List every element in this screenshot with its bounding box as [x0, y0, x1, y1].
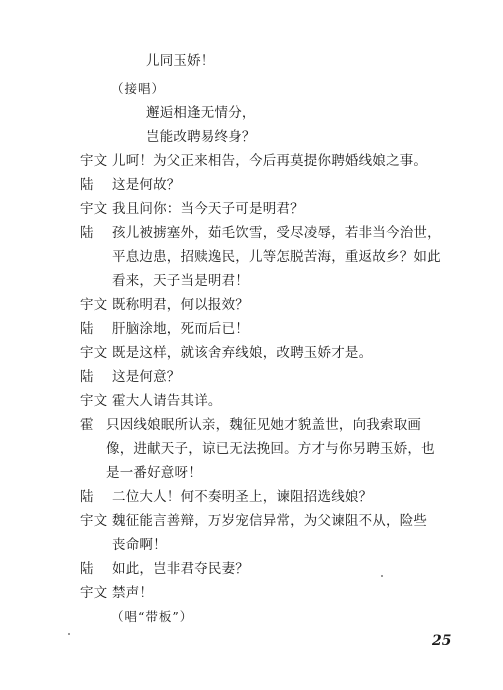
speaker-label: 宇文 — [80, 153, 108, 169]
dialogue-continuation: 看来，天子当是明君！ — [112, 273, 249, 289]
dialogue-continuation: 像，进献天子，谅已无法挽回。方才与你另聘玉娇，也 — [106, 441, 435, 457]
dialogue-line: 宇文 魏征能言善辩，万岁宠信异常，为父谏阻不从，险些 — [80, 513, 428, 529]
speaker-label: 宇文 — [80, 513, 108, 529]
page-number: 25 — [432, 633, 452, 649]
print-speck — [381, 575, 383, 577]
dialogue-continuation: 是一番好意呀！ — [106, 465, 202, 481]
stage-direction: （接唱） — [111, 81, 166, 96]
speaker-label: 陆 — [80, 369, 94, 385]
speaker-label: 陆 — [80, 225, 94, 241]
speaker-label: 陆 — [80, 321, 94, 337]
speaker-label: 宇文 — [80, 393, 108, 409]
speaker-label: 宇文 — [80, 585, 108, 601]
dialogue-line: 宇文 我且问你：当今天子可是明君？ — [80, 201, 304, 217]
verse-line: 岂能改聘易终身？ — [146, 129, 256, 145]
dialogue-line: 陆 这是何意？ — [80, 369, 181, 385]
speaker-label: 宇文 — [80, 201, 108, 217]
verse-line: 邂逅相逢无情分， — [146, 105, 256, 121]
stage-direction: （唱“带板”） — [111, 609, 194, 624]
dialogue-line: 宇文 禁声！ — [80, 585, 154, 601]
dialogue-line: 宇文 儿呵！为父正来相告，今后再莫提你聘婚线娘之事。 — [80, 153, 428, 169]
dialogue-line: 陆 这是何故？ — [80, 177, 181, 193]
dialogue-continuation: 平息边患，招赎逸民，儿等怎脱苦海，重返故乡？如此 — [112, 249, 441, 265]
print-speck — [68, 633, 70, 635]
dialogue-line: 陆 如此，岂非君夺民妻？ — [80, 561, 249, 577]
verse-line: 儿同玉娇！ — [146, 53, 215, 69]
dialogue-line: 宇文 既称明君，何以报效？ — [80, 297, 249, 313]
dialogue-line: 宇文 霍大人请告其详。 — [80, 393, 222, 409]
dialogue-line: 霍 只因线娘眠所认亲，魏征见她才貌盖世，向我索取画 — [80, 417, 422, 433]
speaker-label: 霍 — [80, 417, 94, 433]
dialogue-continuation: 丧命啊！ — [112, 537, 167, 553]
speaker-label: 宇文 — [80, 345, 108, 361]
speaker-label: 陆 — [80, 177, 94, 193]
speaker-label: 宇文 — [80, 297, 108, 313]
speaker-label: 陆 — [80, 489, 94, 505]
dialogue-line: 陆 孩儿被掳塞外，茹毛饮雪，受尽凌辱，若非当今治世， — [80, 225, 441, 241]
dialogue-line: 宇文 既是这样，就该舍弃线娘，改聘玉娇才是。 — [80, 345, 373, 361]
dialogue-line: 陆 肝脑涂地，死而后已！ — [80, 321, 249, 337]
speaker-label: 陆 — [80, 561, 94, 577]
dialogue-line: 陆 二位大人！何不奏明圣上，谏阻招选线娘？ — [80, 489, 373, 505]
